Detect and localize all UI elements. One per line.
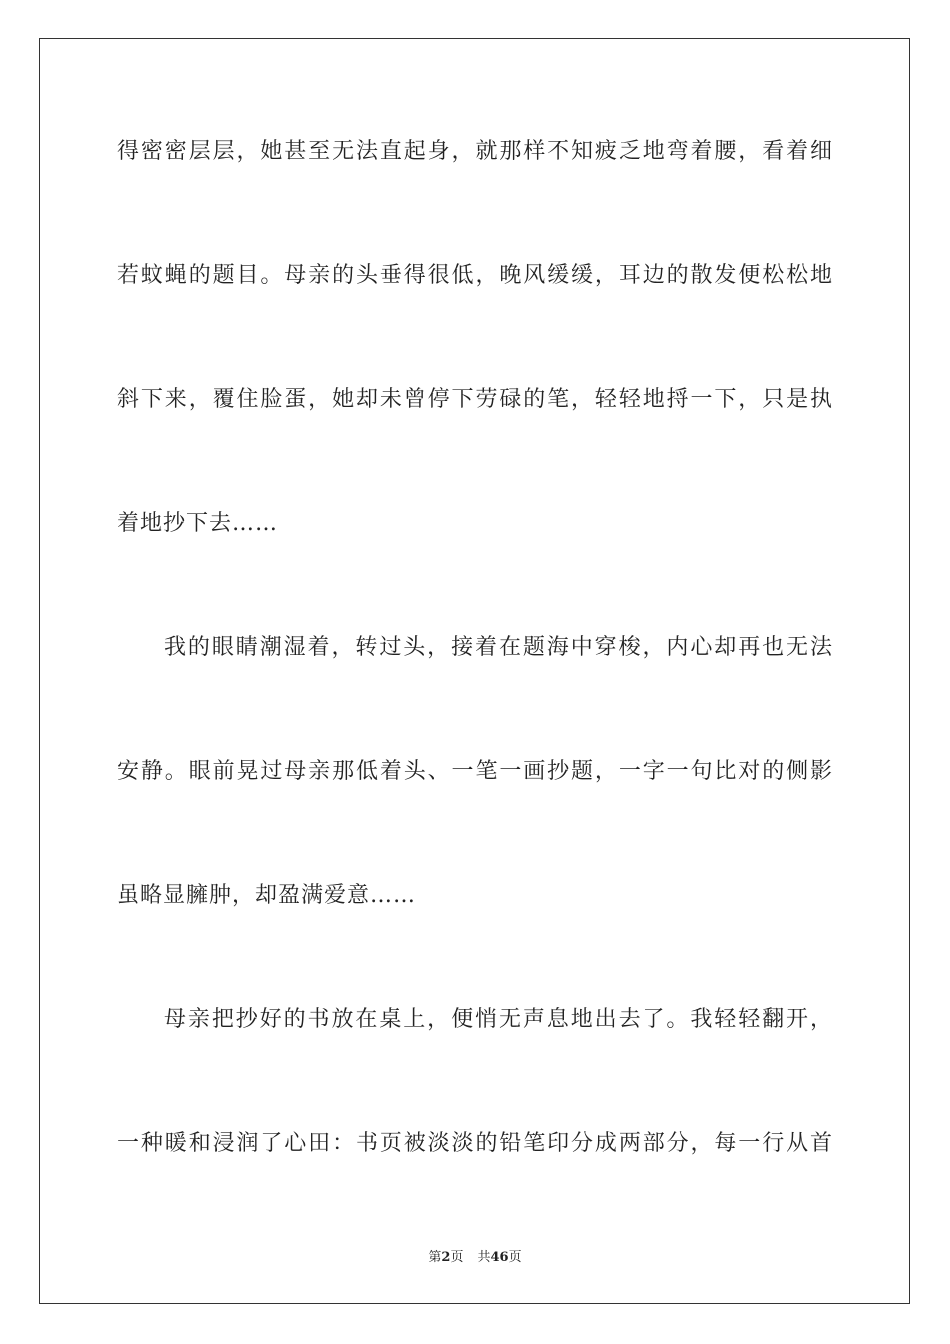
page-border	[39, 38, 910, 1304]
paragraph-line: 母亲把抄好的书放在桌上，便悄无声息地出去了。我轻轻翻开，	[164, 1007, 833, 1032]
paragraph-line: 斜下来，覆住脸蛋，她却未曾停下劳碌的笔，轻轻地捋一下，只是执	[117, 387, 833, 412]
paragraph-line: 着地抄下去……	[117, 511, 279, 536]
total-suffix: 页	[508, 1250, 522, 1265]
total-pages: 46	[490, 1250, 509, 1265]
page-prefix: 第	[428, 1250, 442, 1265]
paragraph-line: 得密密层层，她甚至无法直起身，就那样不知疲乏地弯着腰，看着细	[117, 139, 833, 164]
paragraph-line: 我的眼睛潮湿着，转过头，接着在题海中穿梭，内心却再也无法	[164, 635, 833, 660]
paragraph-line: 若蚊蝇的题目。母亲的头垂得很低，晚风缓缓，耳边的散发便松松地	[117, 263, 833, 288]
page-footer	[0, 1249, 950, 1267]
total-prefix: 共	[477, 1250, 491, 1265]
page-suffix: 页	[450, 1250, 464, 1265]
paragraph-line: 安静。眼前晃过母亲那低着头、一笔一画抄题，一字一句比对的侧影	[117, 759, 833, 784]
paragraph-line: 一种暖和浸润了心田：书页被淡淡的铅笔印分成两部分，每一行从首	[117, 1131, 833, 1156]
page-number: 2	[441, 1250, 451, 1265]
paragraph-line: 虽略显臃肿，却盈满爱意……	[117, 883, 417, 908]
